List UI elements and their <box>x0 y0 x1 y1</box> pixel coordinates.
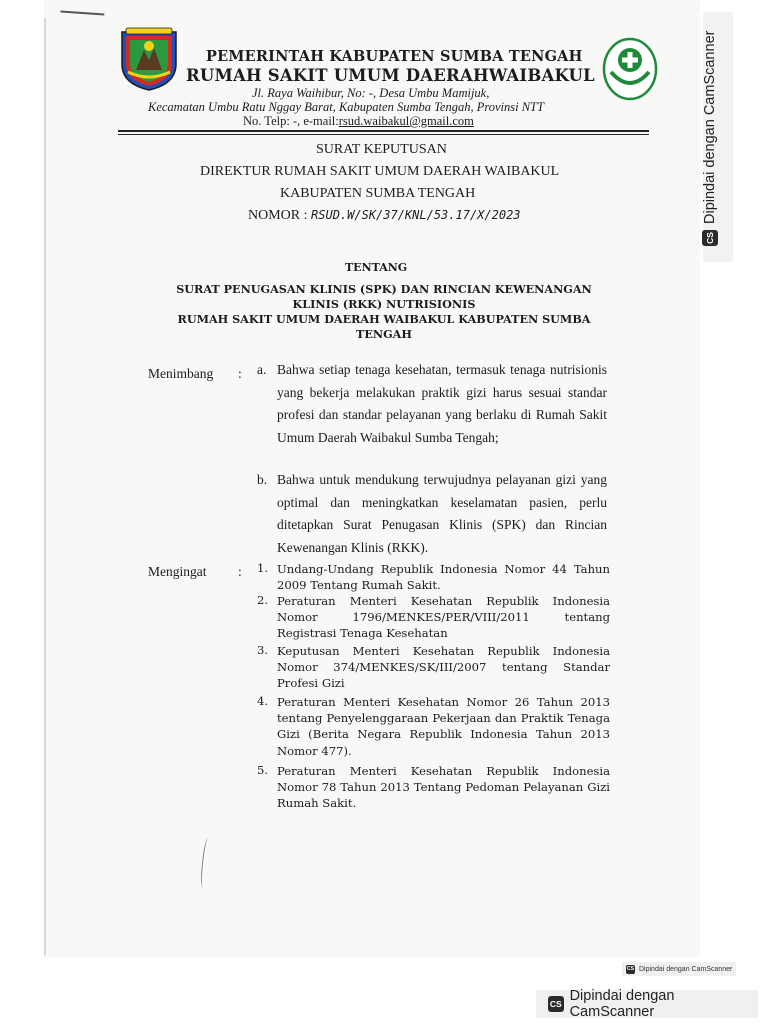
menimbang-label: Menimbang <box>148 366 214 381</box>
subject-title-line-1: SURAT PENUGASAN KLINIS (SPK) DAN RINCIAN KEWENANGAN <box>176 282 592 296</box>
regency-emblem-icon <box>116 24 182 92</box>
camscanner-side-label: Dipindai dengan CamScanner <box>702 30 718 224</box>
decree-regency: KABUPATEN SUMBA TENGAH <box>280 186 476 201</box>
subject-title-line-4: TENGAH <box>356 327 412 341</box>
menimbang-b-mark: b. <box>257 472 268 487</box>
header-divider <box>118 130 649 132</box>
camscanner-small-label: Dipindai dengan CamScanner <box>639 965 733 973</box>
camscanner-bottom-label: Dipindai dengan CamScanner <box>569 988 675 1020</box>
mengingat-num: 5. <box>257 763 269 777</box>
decree-issuer: DIREKTUR RUMAH SAKIT UMUM DAERAH WAIBAKUL <box>200 164 560 179</box>
camscanner-icon: CS <box>702 230 718 246</box>
page-edge <box>44 18 46 956</box>
camscanner-side-watermark <box>702 31 718 246</box>
address-line-1: Jl. Raya Waihibur, No: -, Desa Umbu Mamijuk, <box>252 86 490 100</box>
number-value: RSUD.W/SK/37/KNL/53.17/X/2023 <box>311 208 521 222</box>
email-link[interactable]: rsud.waibakul@gmail.com <box>338 114 474 128</box>
subject-title-line-3: RUMAH SAKIT UMUM DAERAH WAIBAKUL KABUPATEN SUMBA <box>177 312 591 326</box>
mengingat-num: 1. <box>257 561 269 575</box>
menimbang-b-text: Bahwa untuk mendukung terwujudnya pelayanan gizi yang optimal dan meningkatkan keselamatan pasien, perlu ditetapkan Surat Penugasan Klinis (SPK) dan Rincian Kewenangan Klinis (RKK). <box>277 472 607 555</box>
mengingat-item: Peraturan Menteri Kesehatan Republik Indonesia Nomor 78 Tahun 2013 Tentang Pedoman Pelayanan Gizi Rumah Sakit. <box>277 764 610 811</box>
mengingat-label: Mengingat <box>148 564 207 579</box>
mengingat-item: Keputusan Menteri Kesehatan Republik Indonesia Nomor 374/MENKES/SK/III/2007 tentang Standar Profesi Gizi <box>277 644 610 691</box>
phone-label: No. Telp: -, e-mail: <box>243 114 339 128</box>
decree-type: SURAT KEPUTUSAN <box>316 142 447 157</box>
subject-title-line-2: KLINIS (RKK) NUTRISIONIS <box>292 297 476 311</box>
address-line-2: Kecamatan Umbu Ratu Nggay Barat, Kabupaten Sumba Tengah, Provinsi NTT <box>148 100 544 114</box>
government-title: PEMERINTAH KABUPATEN SUMBA TENGAH <box>206 48 583 65</box>
menimbang-colon: : <box>238 366 242 381</box>
camscanner-icon: CS <box>548 996 564 1012</box>
number-label: NOMOR : <box>248 208 312 223</box>
hospital-title: RUMAH SAKIT UMUM DAERAHWAIBAKUL <box>186 66 595 85</box>
mengingat-item: Peraturan Menteri Kesehatan Republik Indonesia Nomor 1796/MENKES/PER/VIII/2011 tentang Registrasi Tenaga Kesehatan <box>277 594 610 641</box>
bakti-husada-logo-icon <box>601 36 659 102</box>
mengingat-colon: : <box>238 564 242 579</box>
mengingat-item: Undang-Undang Republik Indonesia Nomor 44 Tahun 2009 Tentang Rumah Sakit. <box>277 562 610 593</box>
mengingat-num: 2. <box>257 593 269 607</box>
subject-heading: TENTANG <box>345 261 408 274</box>
camscanner-icon: CS <box>627 966 634 972</box>
header-divider-thin <box>118 134 649 135</box>
mengingat-num: 4. <box>257 694 269 708</box>
mengingat-item: Peraturan Menteri Kesehatan Nomor 26 Tahun 2013 tentang Penyelenggaraan Pekerjaan dan Praktik Tenaga Gizi (Berita Negara Republik Indonesia Tahun 2013 Nomor 477). <box>277 695 610 758</box>
mengingat-num: 3. <box>257 643 269 657</box>
camscanner-bottom-watermark <box>536 990 758 1018</box>
menimbang-a-text: Bahwa setiap tenaga kesehatan, termasuk tenaga nutrisionis yang bekerja melakukan praktik gizi harus sesuai standar profesi dan standar pelayanan yang berlaku di Rumah Sakit Umum Daerah Waibakul Sumba Tengah; <box>277 362 607 445</box>
decree-number <box>248 208 521 224</box>
subject-title <box>150 282 618 342</box>
menimbang-a-mark: a. <box>257 362 267 377</box>
contact-line <box>243 114 474 129</box>
camscanner-small-watermark <box>622 962 736 976</box>
